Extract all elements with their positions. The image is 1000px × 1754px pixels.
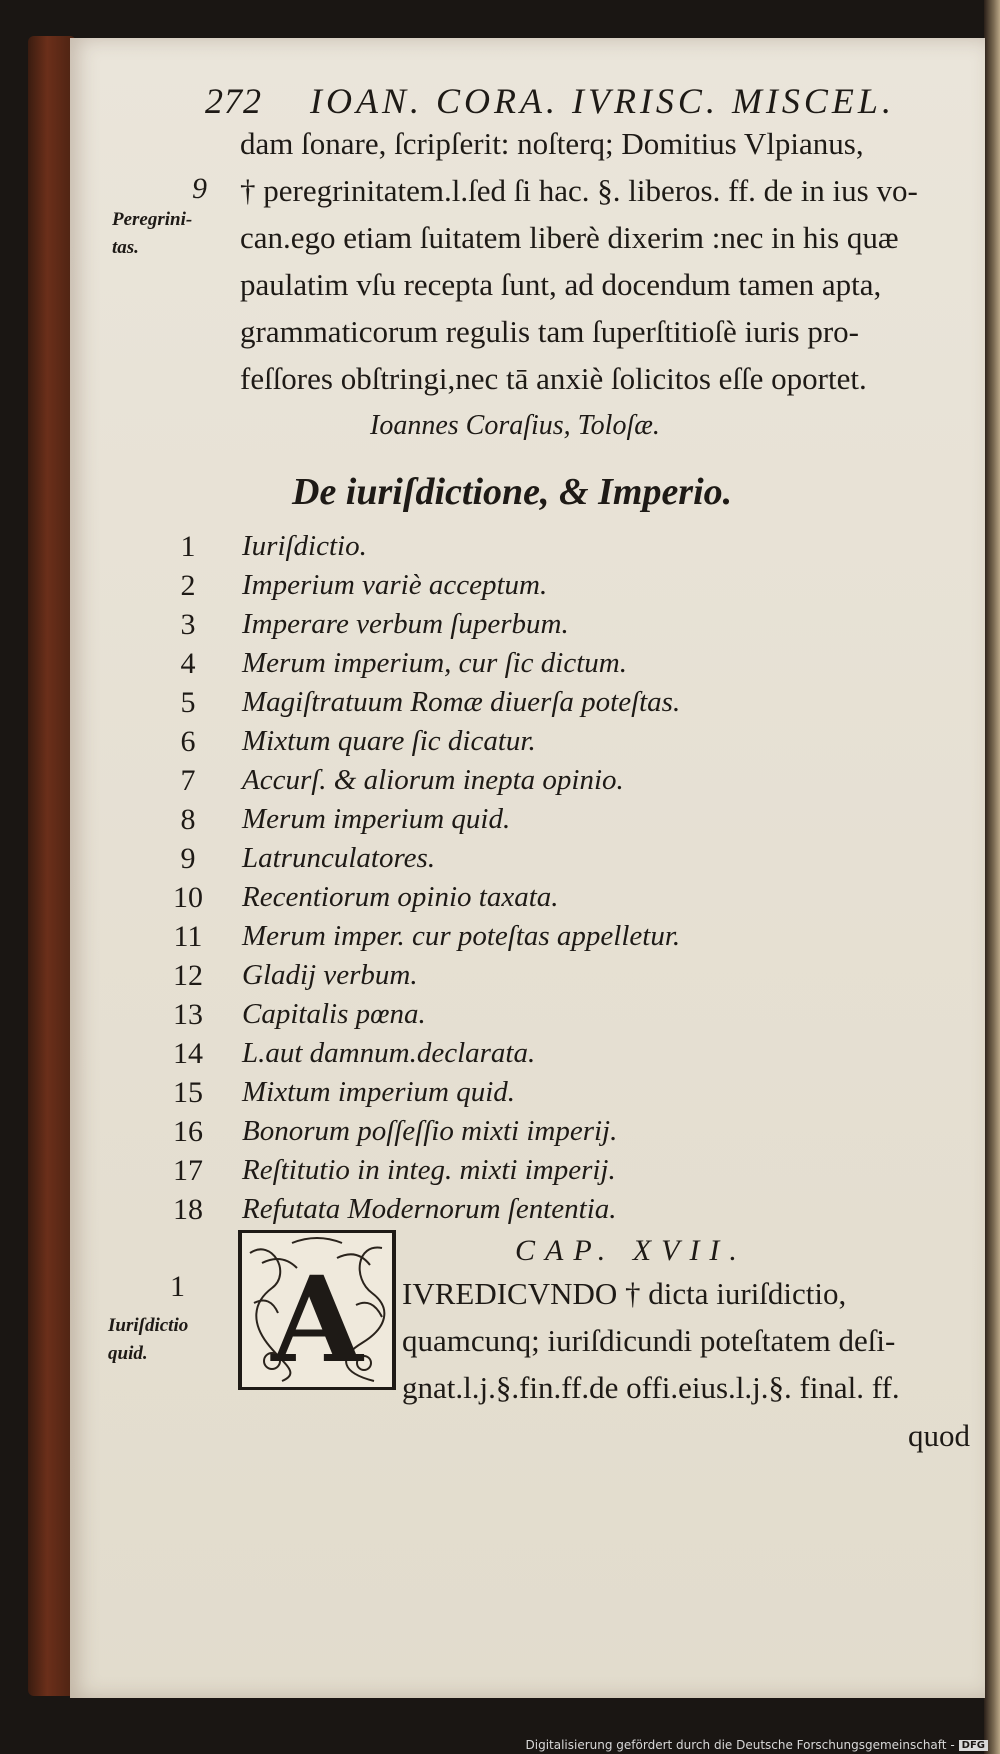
toc-entry: Gladij verbum.: [242, 959, 418, 991]
toc-entry: L.aut damnum.declarata.: [242, 1037, 536, 1069]
toc-number: 18: [173, 1193, 203, 1226]
toc-number: 17: [173, 1154, 203, 1187]
toc-entry: Imperium variè acceptum.: [242, 569, 548, 601]
decorated-initial-art: [241, 1233, 393, 1387]
toc-number: 8: [180, 803, 196, 836]
page-number: 272: [205, 81, 262, 121]
toc-entry: Iuriſdictio.: [242, 530, 367, 562]
signature: Ioannes Coraſius, Toloſæ.: [370, 410, 660, 441]
toc-entry: Merum imperium, cur ſic dictum.: [242, 647, 627, 679]
toc-number: 6: [180, 725, 196, 758]
text-line: † peregrinitatem.l.ſed ſi hac. §. liberos. ff. de in ius vo-: [240, 173, 918, 208]
toc-number: 4: [180, 647, 196, 680]
text-line: can.ego etiam ſuitatem liberè dixerim :nec in his quæ: [240, 220, 899, 255]
toc-number: 16: [173, 1115, 203, 1148]
catchword: quod: [908, 1418, 970, 1453]
margin-number: 1: [170, 1270, 185, 1303]
footer-text: Digitalisierung gefördert durch die Deutsche Forschungsgemeinschaft -: [525, 1738, 955, 1752]
text-line: quamcunq; iuriſdicundi poteſtatem deſi-: [402, 1323, 896, 1358]
margin-number: 9: [192, 172, 207, 205]
digitization-footer: [526, 1738, 989, 1752]
chapter-label: CAP. XVII.: [515, 1234, 747, 1267]
decorated-initial: [238, 1230, 396, 1390]
toc-number: 11: [173, 920, 203, 953]
toc-entry: Capitalis pœna.: [242, 998, 426, 1030]
book-edge: [984, 0, 1000, 1754]
toc-number: 5: [180, 686, 196, 719]
text-line: paulatim vſu recepta ſunt, ad docendum tamen apta,: [240, 267, 882, 302]
margin-note: [108, 1312, 188, 1368]
initial-letter: A: [271, 1250, 363, 1387]
toc-entry: Imperare verbum ſuperbum.: [242, 608, 569, 640]
dfg-logo: DFG: [959, 1740, 988, 1751]
text-line: dam ſonare, ſcripſerit: noſterq; Domitius Vlpianus,: [240, 126, 864, 161]
toc-number: 15: [173, 1076, 203, 1109]
toc-entry: Recentiorum opinio taxata.: [242, 881, 559, 913]
toc-number: 14: [173, 1037, 203, 1070]
section-title: De iuriſdictione, & Imperio.: [292, 471, 733, 513]
margin-note: [112, 206, 192, 262]
toc-entry: Merum imper. cur poteſtas appelletur.: [242, 920, 681, 952]
text-line: grammaticorum regulis tam ſuperſtitioſè iuris pro-: [240, 314, 859, 349]
toc-number: 2: [180, 569, 196, 602]
margin-note-line: tas.: [112, 237, 139, 258]
text-line: gnat.l.j.§.fin.ff.de offi.eius.l.j.§. final. ff.: [402, 1370, 900, 1405]
toc-entry: Bonorum poſſeſſio mixti imperij.: [242, 1115, 618, 1147]
margin-note-line: quid.: [108, 1343, 148, 1364]
margin-note-line: Iuriſdictio: [108, 1315, 189, 1336]
margin-note-line: Peregrini-: [112, 209, 193, 230]
toc-entry: Reſtitutio in integ. mixti imperij.: [242, 1154, 616, 1186]
toc-entry: Merum imperium quid.: [242, 803, 511, 835]
toc-number: 1: [180, 530, 196, 563]
running-head: IOAN. CORA. IVRISC. MISCEL.: [310, 81, 895, 121]
text-line: feſſores obſtringi,nec tā anxiè ſolicitos eſſe oportet.: [240, 361, 867, 396]
toc-number: 13: [173, 998, 203, 1031]
toc-entry: Mixtum imperium quid.: [242, 1076, 516, 1108]
toc-number: 9: [180, 842, 196, 875]
text-line: IVREDICVNDO † dicta iuriſdictio,: [402, 1276, 847, 1311]
toc-number: 7: [180, 764, 196, 797]
page-header: [205, 80, 895, 122]
toc-number: 10: [173, 881, 203, 914]
toc-entry: Latrunculatores.: [242, 842, 436, 874]
toc-number: 12: [173, 959, 203, 992]
toc-number: 3: [180, 608, 196, 641]
book-spine: [28, 36, 76, 1696]
toc-entry: Accurſ. & aliorum inepta opinio.: [242, 764, 624, 796]
toc-entry: Magiſtratuum Romæ diuerſa poteſtas.: [242, 686, 681, 718]
book-page: [70, 38, 985, 1698]
toc-entry: Mixtum quare ſic dicatur.: [242, 725, 536, 757]
toc-entry: Refutata Modernorum ſententia.: [242, 1193, 617, 1225]
